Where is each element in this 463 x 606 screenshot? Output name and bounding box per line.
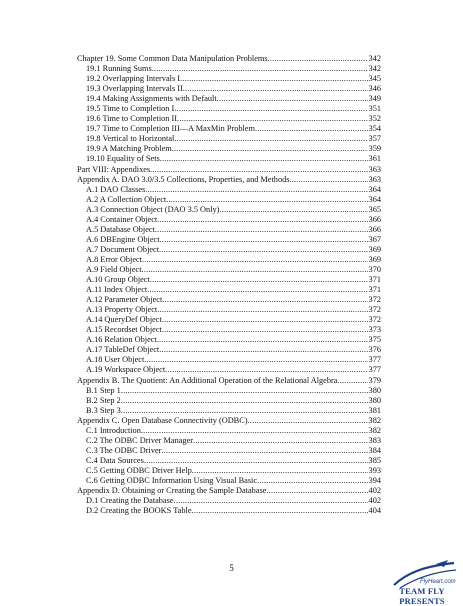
- toc-section-entry[interactable]: [77, 476, 381, 486]
- dot-leader: [192, 466, 368, 476]
- toc-entry-page: 371: [368, 275, 381, 285]
- toc-section-entry[interactable]: [77, 235, 381, 245]
- toc-section-entry[interactable]: [77, 154, 381, 164]
- dot-leader: [157, 305, 367, 315]
- toc-section-entry[interactable]: [77, 396, 381, 406]
- toc-entry-title: A.3 Connection Object (DAO 3.5 Only): [86, 204, 220, 214]
- toc-entry-title: A.2 A Collection Object: [86, 194, 167, 204]
- toc-section-entry[interactable]: [77, 406, 381, 416]
- toc-entry-title: A.12 Parameter Object: [86, 295, 163, 305]
- dot-leader: [147, 285, 367, 295]
- toc-chapter-entry[interactable]: [77, 175, 381, 185]
- toc-entry-title: A.5 Database Object: [86, 224, 155, 234]
- dot-leader: [150, 275, 368, 285]
- toc-entry-page: 345: [368, 74, 381, 84]
- dot-leader: [162, 325, 368, 335]
- toc-entry-page: 371: [368, 285, 381, 295]
- toc-entry-page: 382: [368, 425, 381, 435]
- dot-leader: [159, 245, 368, 255]
- toc-entry-title: A.19 Workspace Object: [86, 365, 166, 375]
- toc-entry-title: A.15 Recordset Object: [86, 325, 162, 335]
- toc-entry-title: 19.1 Running Sums: [86, 64, 152, 74]
- toc-entry-title: A.9 Field Object: [86, 264, 142, 274]
- toc-section-entry[interactable]: [77, 315, 381, 325]
- dot-leader: [155, 225, 368, 235]
- svg-text:FlyHeart.com: FlyHeart.com: [420, 579, 456, 585]
- toc-entry-title: Appendix D. Obtaining or Creating the Sample Database: [77, 486, 267, 496]
- toc-section-entry[interactable]: [77, 265, 381, 275]
- toc-entry-title: A.1 DAO Classes: [86, 184, 146, 194]
- toc-entry-page: 382: [368, 415, 381, 425]
- toc-section-entry[interactable]: [77, 255, 381, 265]
- team-fly-presents-text: TEAM FLY PRESENTS: [399, 586, 445, 606]
- toc-entry-page: 366: [368, 214, 381, 224]
- toc-entry-page: 366: [368, 224, 381, 234]
- toc-entry-page: 351: [368, 104, 381, 114]
- dot-leader: [150, 165, 367, 175]
- toc-entry-title: A.4 Container Object: [86, 214, 158, 224]
- toc-entry-page: 363: [368, 164, 381, 174]
- toc-entry-title: C.2 The ODBC Driver Manager: [86, 435, 193, 445]
- toc-section-entry[interactable]: [77, 275, 381, 285]
- toc-section-entry[interactable]: [77, 84, 381, 94]
- toc-section-entry[interactable]: [77, 456, 381, 466]
- toc-chapter-entry[interactable]: [77, 54, 381, 64]
- dot-leader: [162, 315, 368, 325]
- toc-entry-page: 342: [368, 64, 381, 74]
- toc-entry-title: B.2 Step 2: [86, 395, 121, 405]
- toc-section-entry[interactable]: [77, 104, 381, 114]
- dot-leader: [160, 235, 368, 245]
- dot-leader: [289, 175, 367, 185]
- toc-entry-page: 384: [368, 445, 381, 455]
- dot-leader: [160, 154, 368, 164]
- toc-section-entry[interactable]: [77, 325, 381, 335]
- toc-entry-title: C.1 Introduction: [86, 425, 141, 435]
- toc-entry-title: Appendix B. The Quotient: An Additional Operation of the Relational Algebra: [77, 375, 338, 385]
- toc-entry-page: 383: [368, 435, 381, 445]
- dot-leader: [142, 265, 368, 275]
- toc-section-entry[interactable]: [77, 225, 381, 235]
- dot-leader: [193, 436, 368, 446]
- toc-entry-title: 19.6 Time to Completion II: [86, 114, 178, 124]
- dot-leader: [144, 456, 368, 466]
- dot-leader: [192, 506, 368, 516]
- toc-section-entry[interactable]: [77, 466, 381, 476]
- dot-leader: [266, 486, 367, 496]
- toc-entry-page: 380: [368, 395, 381, 405]
- toc-entry-page: 381: [368, 405, 381, 415]
- page-number: 5: [229, 563, 234, 573]
- toc-entry-page: 379: [368, 375, 381, 385]
- toc-entry-page: 372: [368, 295, 381, 305]
- toc-entry-page: 346: [368, 84, 381, 94]
- toc-section-entry[interactable]: [77, 386, 381, 396]
- dot-leader: [174, 134, 367, 144]
- toc-section-entry[interactable]: [77, 134, 381, 144]
- dot-leader: [157, 335, 368, 345]
- toc-section-entry[interactable]: [77, 355, 381, 365]
- toc-section-entry[interactable]: [77, 195, 381, 205]
- toc-entry-page: 364: [368, 194, 381, 204]
- dot-leader: [162, 295, 367, 305]
- toc-chapter-entry[interactable]: [77, 416, 381, 426]
- toc-section-entry[interactable]: [77, 506, 381, 516]
- toc-entry-title: B.3 Step 3: [86, 405, 121, 415]
- dot-leader: [165, 365, 367, 375]
- toc-section-entry[interactable]: [77, 94, 381, 104]
- toc-chapter-entry[interactable]: [77, 165, 381, 175]
- dot-leader: [152, 64, 368, 74]
- toc-entry-title: 19.2 Overlapping Intervals I: [86, 74, 181, 84]
- toc-entry-page: 364: [368, 184, 381, 194]
- toc-section-entry[interactable]: [77, 365, 381, 375]
- toc-entry-page: 369: [368, 254, 381, 264]
- dot-leader: [141, 426, 368, 436]
- dot-leader: [159, 345, 367, 355]
- toc-entry-page: 357: [368, 134, 381, 144]
- toc-entry-title: 19.9 A Matching Problem: [86, 144, 172, 154]
- dot-leader: [166, 195, 367, 205]
- toc-entry-title: D.2 Creating the BOOKS Table: [86, 506, 192, 516]
- dot-leader: [177, 114, 368, 124]
- toc-entry-page: 342: [368, 54, 381, 63]
- toc-entry-page: 402: [368, 496, 381, 506]
- dot-leader: [180, 74, 368, 84]
- toc-entry-title: A.10 Group Object: [86, 275, 150, 285]
- toc-section-entry[interactable]: [77, 144, 381, 154]
- dot-leader: [183, 84, 368, 94]
- toc-entry-page: 367: [368, 234, 381, 244]
- toc-section-entry[interactable]: [77, 285, 381, 295]
- toc-entry-page: 393: [368, 465, 381, 475]
- toc-entry-title: Part VIII: Appendixes: [77, 164, 151, 174]
- toc-section-entry[interactable]: [77, 205, 381, 215]
- dot-leader: [145, 185, 367, 195]
- toc-entry-page: 377: [368, 365, 381, 375]
- toc-entry-title: 19.8 Vertical to Horizontal: [86, 134, 175, 144]
- toc-entry-title: A.6 DBEngine Object: [86, 234, 160, 244]
- toc-entry-page: 372: [368, 315, 381, 325]
- toc-entry-title: C.4 Data Sources: [86, 455, 144, 465]
- dot-leader: [121, 386, 368, 396]
- toc-entry-title: A.18 User Object: [86, 355, 145, 365]
- dot-leader: [161, 446, 367, 456]
- toc-section-entry[interactable]: [77, 114, 381, 124]
- dot-leader: [157, 215, 367, 225]
- toc-chapter-entry[interactable]: [77, 376, 381, 386]
- dot-leader: [174, 496, 368, 506]
- toc-section-entry[interactable]: [77, 295, 381, 305]
- toc-entry-title: A.11 Index Object: [86, 285, 148, 295]
- toc-section-entry[interactable]: [77, 215, 381, 225]
- toc-entry-page: 375: [368, 335, 381, 345]
- toc-entry-page: 373: [368, 325, 381, 335]
- dot-leader: [121, 396, 368, 406]
- toc-section-entry[interactable]: [77, 436, 381, 446]
- toc-entry-title: A.8 Error Object: [86, 254, 142, 264]
- toc-entry-title: 19.10 Equality of Sets: [86, 154, 160, 164]
- toc-entry-title: C.5 Getting ODBC Driver Help: [86, 465, 192, 475]
- table-of-contents: [77, 54, 381, 516]
- toc-entry-page: 372: [368, 305, 381, 315]
- toc-entry-title: A.13 Property Object: [86, 305, 158, 315]
- toc-entry-title: 19.5 Time to Completion I: [86, 104, 175, 114]
- toc-entry-title: 19.7 Time to Completion III—A MaxMin Problem: [86, 124, 255, 134]
- dot-leader: [144, 355, 367, 365]
- dot-leader: [257, 476, 368, 486]
- toc-entry-title: A.17 TableDef Object: [86, 345, 160, 355]
- dot-leader: [142, 255, 368, 265]
- toc-section-entry[interactable]: [77, 124, 381, 134]
- toc-section-entry[interactable]: [77, 335, 381, 345]
- toc-entry-page: 359: [368, 144, 381, 154]
- toc-entry-page: 376: [368, 345, 381, 355]
- toc-section-entry[interactable]: [77, 345, 381, 355]
- toc-entry-title: Appendix A. DAO 3.0/3.5 Collections, Properties, and Methods: [77, 174, 290, 184]
- toc-entry-title: A.14 QueryDef Object: [86, 315, 162, 325]
- dot-leader: [174, 104, 367, 114]
- toc-entry-page: 354: [368, 124, 381, 134]
- toc-entry-page: 402: [368, 486, 381, 496]
- toc-section-entry[interactable]: [77, 446, 381, 456]
- dot-leader: [337, 376, 367, 386]
- toc-section-entry[interactable]: [77, 185, 381, 195]
- toc-entry-page: 377: [368, 355, 381, 365]
- toc-entry-title: 19.4 Making Assignments with Default: [86, 94, 217, 104]
- toc-entry-page: 361: [368, 154, 381, 164]
- dot-leader: [248, 416, 368, 426]
- dot-leader: [268, 54, 368, 64]
- toc-entry-title: A.16 Relation Object: [86, 335, 157, 345]
- toc-entry-title: C.6 Getting ODBC Information Using Visual Basic: [86, 475, 258, 485]
- toc-entry-page: 349: [368, 94, 381, 104]
- toc-entry-page: 363: [368, 174, 381, 184]
- toc-entry-page: 404: [368, 506, 381, 516]
- toc-entry-page: 380: [368, 385, 381, 395]
- dot-leader: [217, 94, 368, 104]
- toc-entry-title: A.7 Document Object: [86, 244, 160, 254]
- dot-leader: [121, 406, 368, 416]
- toc-entry-title: Chapter 19. Some Common Data Manipulation Problems: [77, 54, 268, 63]
- toc-section-entry[interactable]: [77, 426, 381, 436]
- toc-section-entry[interactable]: [77, 305, 381, 315]
- dot-leader: [172, 144, 368, 154]
- toc-entry-page: 370: [368, 264, 381, 274]
- toc-section-entry[interactable]: [77, 245, 381, 255]
- toc-section-entry[interactable]: [77, 496, 381, 506]
- toc-entry-page: 385: [368, 455, 381, 465]
- toc-entry-page: 365: [368, 204, 381, 214]
- toc-section-entry[interactable]: [77, 64, 381, 74]
- toc-entry-title: D.1 Creating the Database: [86, 496, 174, 506]
- toc-entry-page: 394: [368, 475, 381, 485]
- toc-section-entry[interactable]: [77, 74, 381, 84]
- toc-chapter-entry[interactable]: [77, 486, 381, 496]
- toc-entry-title: B.1 Step 1: [86, 385, 121, 395]
- dot-leader: [219, 205, 367, 215]
- toc-entry-title: 19.3 Overlapping Intervals II: [86, 84, 183, 94]
- toc-entry-page: 352: [368, 114, 381, 124]
- toc-entry-page: 369: [368, 244, 381, 254]
- dot-leader: [255, 124, 368, 134]
- toc-entry-title: C.3 The ODBC Driver: [86, 445, 162, 455]
- toc-entry-title: Appendix C. Open Database Connectivity (ODBC): [77, 415, 248, 425]
